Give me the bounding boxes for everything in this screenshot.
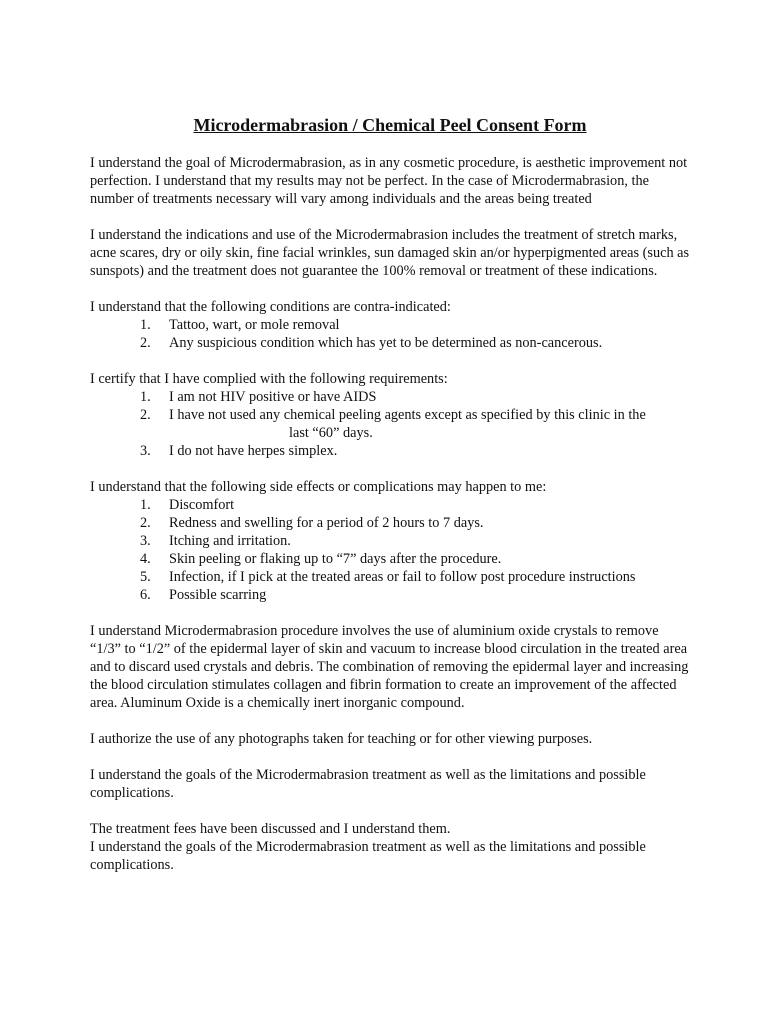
list-text: I am not HIV positive or have AIDS [169,389,377,405]
list-number: 2. [140,515,151,531]
list-number: 1. [140,317,151,333]
list-number: 3. [140,533,151,549]
list-text: Possible scarring [169,587,267,603]
list-text: Infection, if I pick at the treated areas or fail to follow post procedure instructions [169,569,636,585]
list-number: 5. [140,569,151,585]
list-number: 4. [140,551,151,567]
list-item [90,586,690,604]
page-title: Microdermabrasion / Chemical Peel Consent Form [193,115,587,135]
list-item [90,568,690,586]
paragraph-procedure: I understand Microdermabrasion procedure involves the use of aluminium oxide crystals to remove “1/3” to “1/2” of the epidermal layer of skin and vacuum to increase blood circulation in the treated area and to discard used crystals and debris. The combination of removing the epidermal layer and increasing the blood circulation stimulates collagen and fibrin formation to create an improvement of the affected area. Aluminum Oxide is a chemically inert inorganic compound. [90,623,689,711]
list-number: 6. [140,587,151,603]
list-item [90,496,690,514]
list-text-continuation: last “60” days. [289,425,373,441]
list-text: Any suspicious condition which has yet to be determined as non-cancerous. [169,335,603,351]
list-text: Discomfort [169,497,235,513]
requirements-list [90,388,690,460]
list-number: 1. [140,497,151,513]
paragraph-photographs: I authorize the use of any photographs taken for teaching or for other viewing purposes. [90,731,593,747]
list-item [90,316,690,334]
list-item [90,550,690,568]
list-text: I do not have herpes simplex. [169,443,338,459]
list-number: 2. [140,407,151,423]
consent-document [90,114,690,892]
list-number: 3. [140,443,151,459]
paragraph-goals-limitations-repeat: I understand the goals of the Microdermabrasion treatment as well as the limitations and possible complications. [90,839,646,873]
list-item [90,514,690,532]
contraindications-section [90,298,690,352]
list-text: Itching and irritation. [169,533,291,549]
list-text: I have not used any chemical peeling agents except as specified by this clinic in the [169,407,646,423]
list-item [90,532,690,550]
list-text: Redness and swelling for a period of 2 hours to 7 days. [169,515,484,531]
list-text: Tattoo, wart, or mole removal [169,317,340,333]
side-effects-list [90,496,690,604]
side-effects-intro: I understand that the following side effects or complications may happen to me: [90,479,547,495]
requirements-section [90,370,690,460]
paragraph-goal: I understand the goal of Microdermabrasion, as in any cosmetic procedure, is aesthetic improvement not perfection. I understand that my results may not be perfect. In the case of Microdermabrasion, the number of treatments necessary will vary among individuals and the areas being treated [90,155,688,207]
side-effects-section [90,478,690,604]
list-number: 2. [140,335,151,351]
list-item [90,442,690,460]
list-item [90,334,690,352]
paragraph-goals-limitations: I understand the goals of the Microdermabrasion treatment as well as the limitations and possible complications. [90,767,646,801]
requirements-intro: I certify that I have complied with the following requirements: [90,371,448,387]
list-item [90,406,690,442]
contraindications-intro: I understand that the following conditions are contra-indicated: [90,299,451,315]
paragraph-indications: I understand the indications and use of the Microdermabrasion includes the treatment of stretch marks, acne scares, dry or oily skin, fine facial wrinkles, sun damaged skin an/or hyperpigmented areas (such as sunspots) and the treatment does not guarantee the 100% removal or treatment of these indications. [90,227,690,279]
list-number: 1. [140,389,151,405]
list-text: Skin peeling or flaking up to “7” days after the procedure. [169,551,502,567]
list-item [90,388,690,406]
contraindications-list [90,316,690,352]
paragraph-fees: The treatment fees have been discussed and I understand them. [90,821,451,837]
